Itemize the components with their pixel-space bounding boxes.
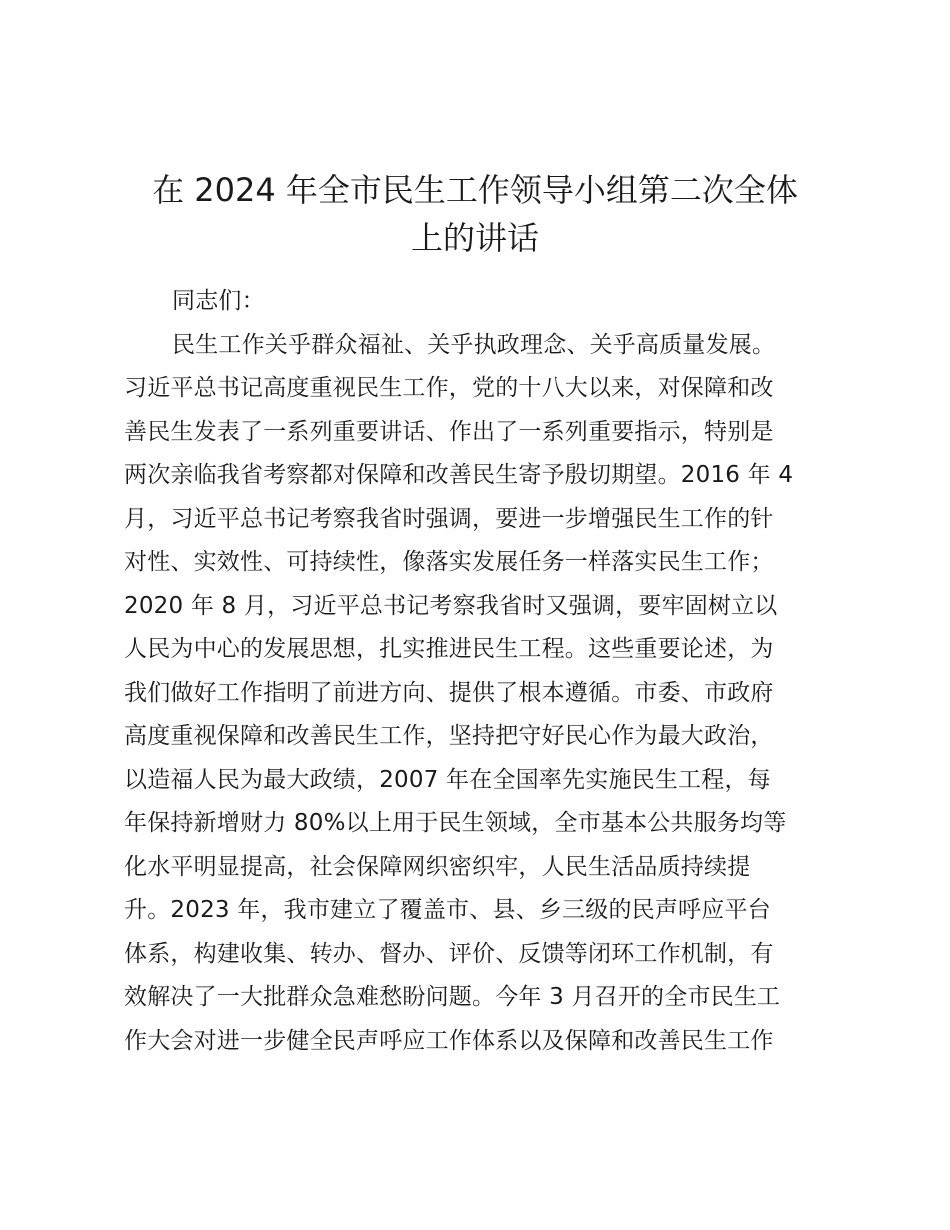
title-line-1: 在 2024 年全市民生工作领导小组第二次全体 [152, 171, 798, 209]
paragraph-line: 对性、实效性、可持续性，像落实发展任务一样落实民生工作； [124, 549, 774, 575]
paragraph-line: 作大会对进一步健全民声呼应工作体系以及保障和改善民生工作 [124, 1027, 774, 1054]
paragraph-line: 高度重视保障和改善民生工作，坚持把守好民心作为最大政治， [124, 723, 774, 749]
paragraph-line: 民生工作关乎群众福祉、关乎执政理念、关乎高质量发展。 [172, 331, 776, 358]
paragraph-line: 效解决了一大批群众急难愁盼问题。今年 3 月召开的全市民生工 [124, 984, 781, 1010]
title-line-2: 上的讲话 [410, 219, 539, 257]
paragraph-line: 我们做好工作指明了前进方向、提供了根本遵循。市委、市政府 [124, 679, 774, 706]
paragraph-line: 化水平明显提高，社会保障网织密织牢，人民生活品质持续提 [124, 853, 751, 880]
document-title [100, 166, 850, 262]
paragraph-line: 升。2023 年，我市建立了覆盖市、县、乡三级的民声呼应平台 [124, 897, 771, 923]
paragraph-line: 两次亲临我省考察都对保障和改善民生寄予殷切期望。2016 年 4 [124, 462, 794, 488]
paragraph-line: 年保持新增财力 80%以上用于民生领域，全市基本公共服务均等 [124, 810, 787, 836]
paragraph-line: 体系，构建收集、转办、督办、评价、反馈等闭环工作机制，有 [124, 940, 774, 967]
paragraph-line: 月，习近平总书记考察我省时强调，要进一步增强民生工作的针 [124, 505, 774, 532]
paragraph-line: 人民为中心的发展思想，扎实推进民生工程。这些重要论述，为 [124, 636, 774, 662]
greeting: 同志们： [172, 288, 265, 314]
paragraph-line: 2020 年 8 月，习近平总书记考察我省时又强调，要牢固树立以 [124, 592, 778, 619]
paragraph-line: 善民生发表了一系列重要讲话、作出了一系列重要指示，特别是 [124, 418, 774, 445]
paragraph-line: 以造福人民为最大政绩，2007 年在全国率先实施民生工程，每 [124, 766, 771, 793]
document-body [124, 280, 844, 1063]
paragraph-line: 习近平总书记高度重视民生工作，党的十八大以来，对保障和改 [124, 375, 774, 401]
